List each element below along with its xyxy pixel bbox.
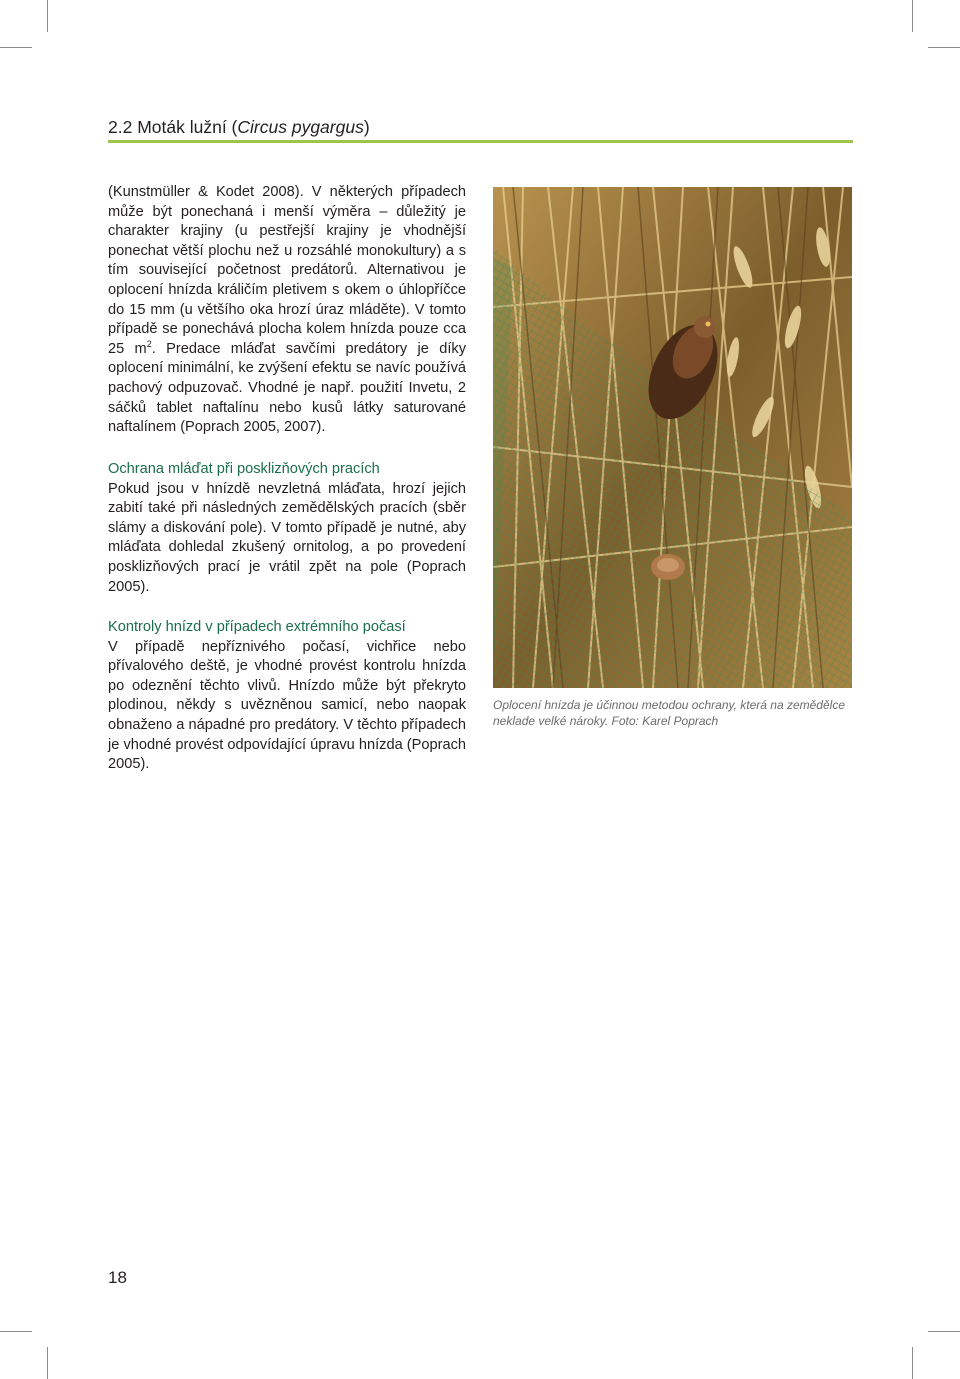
crop-mark-left-upper [0,47,32,48]
paragraph-intro-text-1: (Kunstmüller & Kodet 2008). V některých případech může být ponechaná i menší výměra – důležitý je charakter krajiny (u pestřejší krajiny je vhodnější ponechat větší plochu než u rozsáhlé monokultury) a s tím související početnost predátorů. Alternativou je oplocení hnízda králičím pletivem s okem o úhlopříčce do 15 mm (u většího oka hrozí úraz mláděte). V tomto případě se ponechává plocha kolem hnízda pouze cca 25 m [108,184,466,357]
paragraph-intro-text-2: . Predace mláďat savčími predátory je díky oplocení minimální, ke zvýšení efektu se navíc používá pachový odpuzovač. Vhodné je např. použití Invetu, 2 sáčků tablet naftalínu nebo kusů látky saturované naftalínem (Poprach 2005, 2007). [108,340,466,436]
section-title-latin: Circus pygargus [237,117,364,137]
section-title-prefix: Moták lužní ( [137,117,238,137]
crop-mark-top-left [47,0,48,32]
photo-nest-fence [493,187,852,688]
crop-mark-right-lower [928,1331,960,1332]
crop-mark-bottom-right [912,1347,913,1379]
paragraph-intro [108,183,466,438]
header-rule [108,140,853,143]
section-title-suffix: ) [363,117,370,137]
section-number: 2.2 [108,117,133,137]
section-text-posklizen: Pokud jsou v hnízdě nevzletná mláďata, hrozí jejich zabití také při následných zemědělských pracích (sběr slámy a diskování pole). V tomto případě je nutné, aby mláďata dohledal zkušený ornitolog, a po provedení posklizňových prací je vrátil zpět na pole (Poprach 2005). [108,480,466,595]
crop-mark-bottom-left [47,1347,48,1379]
photo-illustration [493,187,852,688]
section-heading-pocasi: Kontroly hnízd v případech extrémního počasí [108,619,406,635]
photo-caption: Oplocení hnízda je účinnou metodou ochrany, která na zemědělce neklade velké nároky. Foto: Karel Poprach [493,698,845,728]
section-text-pocasi: V případě nepříznivého počasí, vichřice nebo přívalového deště, je vhodné provést kontrolu hnízda po odeznění těchto vlivů. Hnízdo může být překryto plodinou, někdy s uvězněnou samicí, nebo naopak obnaženo a nápadné pro predátory. V těchto případech je vhodné provést odpovídající úpravu hnízda (Poprach 2005). [108,638,466,773]
section-header [108,116,853,138]
page-number: 18 [108,1268,127,1287]
superscript-2: 2 [146,338,152,349]
crop-mark-top-right [912,0,913,32]
section-posklizen [108,460,466,597]
section-pocasi [108,618,466,775]
crop-mark-left-lower [0,1331,32,1332]
crop-mark-right-upper [928,47,960,48]
section-heading-posklizen: Ochrana mláďat při posklizňových pracích [108,461,380,477]
